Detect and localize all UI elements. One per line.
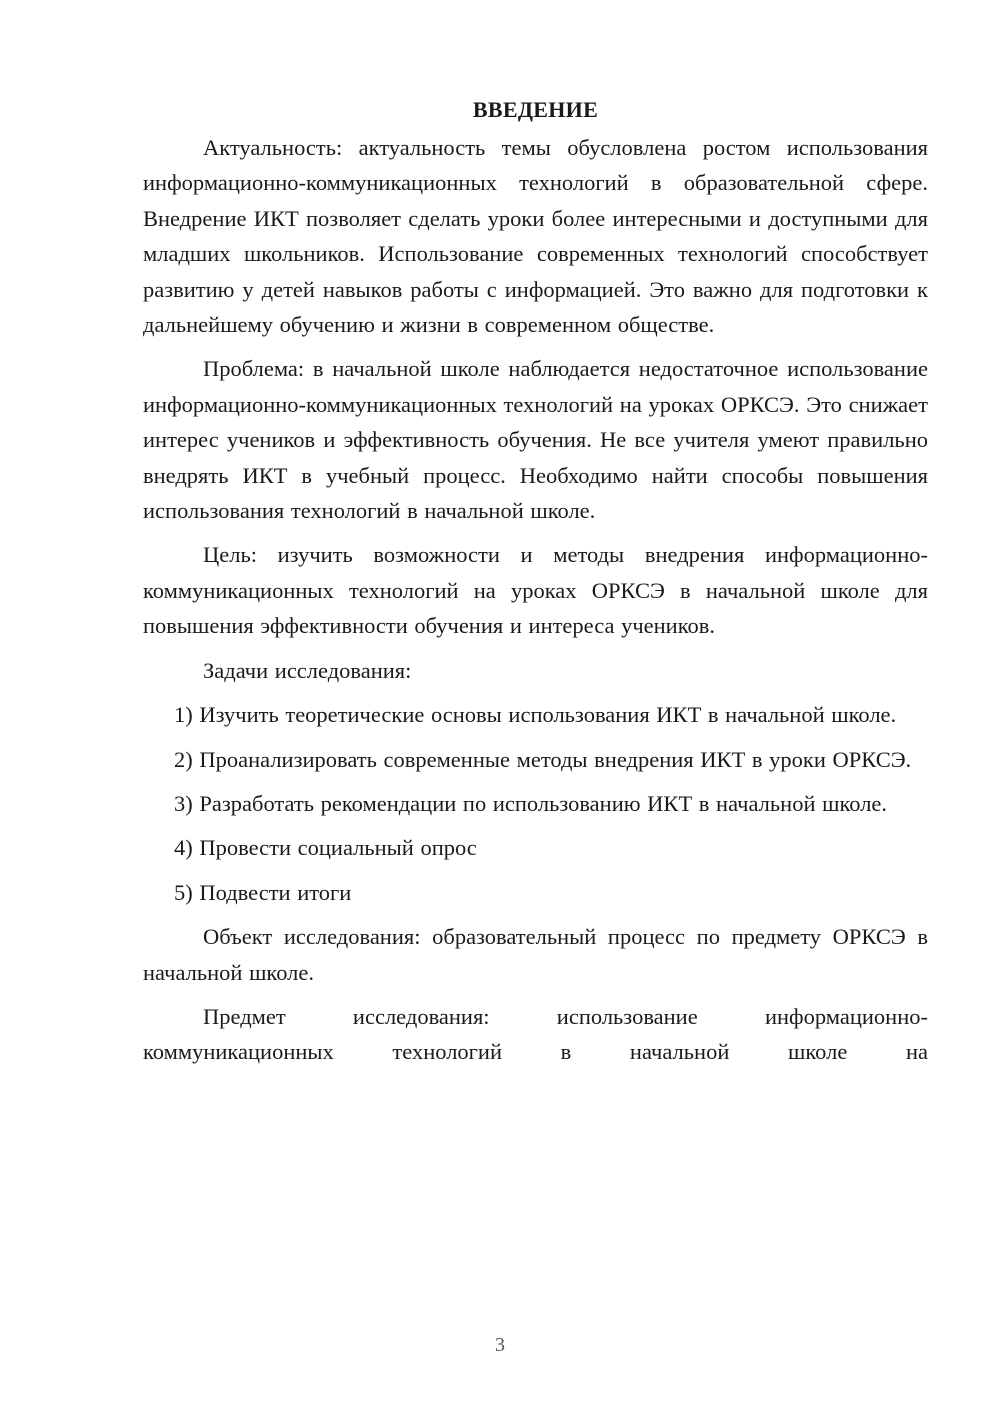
object-paragraph: Объект исследования: образовательный процесс по предмету ОРКСЭ в начальной школе. [143, 924, 928, 985]
section-heading: ВВЕДЕНИЕ [472, 97, 599, 122]
relevance-paragraph: Актуальность: актуальность темы обусловлена ростом использования информационно-коммуникационных технологий в образовательной сфере. Внедрение ИКТ позволяет сделать уроки более интересными и доступными для младших школьников. Использование современных технологий способствует развитию у детей навыков работы с информацией. Это важно для подготовки к дальнейшему обучению и жизни в современном обществе. [143, 135, 928, 338]
task-item-4: 4) Провести социальный опрос [174, 835, 477, 861]
task-item-3: 3) Разработать рекомендации по использованию ИКТ в начальной школе. [174, 790, 888, 816]
document-page [143, 92, 928, 1079]
task-item-2: 2) Проанализировать современные методы внедрения ИКТ в уроки ОРКСЭ. [174, 746, 912, 772]
tasks-intro: Задачи исследования: [203, 657, 412, 683]
goal-paragraph: Цель: изучить возможности и методы внедрения информационно-коммуникационных технологий на уроках ОРКСЭ в начальной школе для повышения эффективности обучения и интереса учеников. [143, 542, 928, 639]
task-item-1: 1) Изучить теоретические основы использования ИКТ в начальной школе. [174, 702, 897, 728]
subject-paragraph: Предмет исследования: использование информационно-коммуникационных технологий в начальной школе на [143, 1003, 928, 1065]
problem-paragraph: Проблема: в начальной школе наблюдается недостаточное использование информационно-коммуникационных технологий на уроках ОРКСЭ. Это снижает интерес учеников и эффективность обучения. Не все учителя умеют правильно внедрять ИКТ в учебный процесс. Необходимо найти способы повышения использования технологий в начальной школе. [143, 356, 928, 524]
task-item-5: 5) Подвести итоги [174, 879, 352, 905]
page-number: 3 [495, 1334, 505, 1356]
